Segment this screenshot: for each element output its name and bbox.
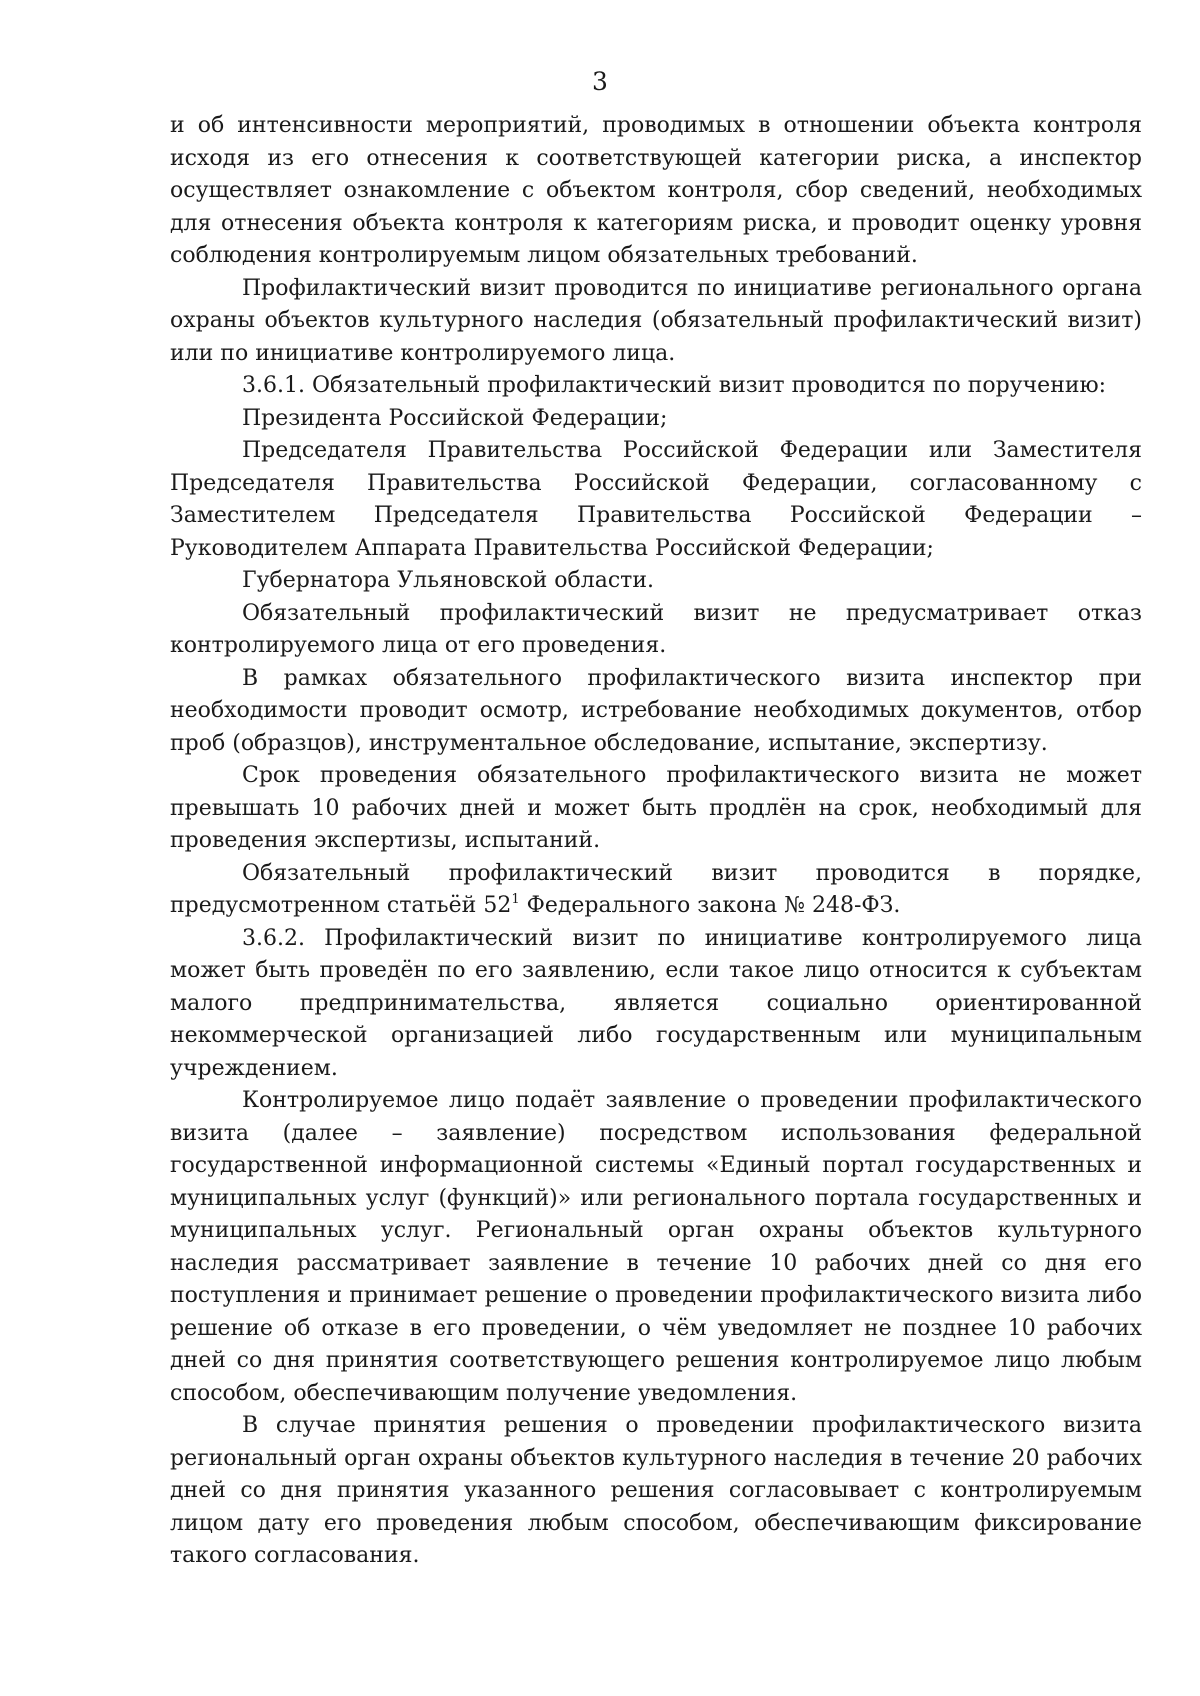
paragraph-3-6-2: 3.6.2. Профилактический визит по инициативе контролируемого лица может быть проведён по его заявлению, если такое лицо относится к субъектам малого предпринимательства, является социально ориентированной некоммерческой организацией либо государственным или муниципальным учреждением. — [170, 925, 1142, 1081]
paragraph-continuation: и об интенсивности мероприятий, проводимых в отношении объекта контроля исходя из его отнесения к соответствующей категории риска, а инспектор осуществляет ознакомление с объектом контроля, сбор сведений, необходимых для отнесения объекта контроля к категориям риска, и проводит оценку уровня соблюдения контролируемым лицом обязательных требований. — [170, 113, 1142, 268]
paragraph-chairman: Председателя Правительства Российской Федерации или Заместителя Председателя Правительства Российской Федерации, согласованному с Заместителем Председателя Правительства Российской Федерации – Руководителем Аппарата Правительства Российской Федерации; — [170, 438, 1142, 561]
procedure-text: Обязательный профилактический визит проводится в порядке, предусмотренном статьёй 52 — [170, 860, 1142, 918]
paragraph-president: Президента Российской Федерации; — [242, 405, 668, 431]
paragraph-procedure — [170, 858, 1142, 923]
document-body — [170, 110, 1142, 1573]
paragraph-agreement: В случае принятия решения о проведении профилактического визита региональный орган охраны объектов культурного наследия в течение 20 рабочих дней со дня принятия указанного решения согласовывает с контролируемым лицом дату его проведения любым способом, обеспечивающим фиксирование такого согласования. — [170, 1413, 1142, 1568]
paragraph-governor: Губернатора Ульяновской области. — [242, 568, 654, 593]
paragraph-visit-initiative: Профилактический визит проводится по инициативе регионального органа охраны объектов культурного наследия (обязательный профилактический визит) или по инициативе контролируемого лица. — [170, 275, 1142, 366]
procedure-text-after: Федерального закона № 248-ФЗ. — [519, 893, 901, 918]
paragraph-3-6-1: 3.6.1. Обязательный профилактический визит проводится по поручению: — [242, 373, 1107, 398]
paragraph-inspection-actions: В рамках обязательного профилактического визита инспектор при необходимости проводит осмотр, истребование необходимых документов, отбор проб (образцов), инструментальное обследование, испытание, экспертизу. — [170, 665, 1142, 756]
paragraph-no-refusal: Обязательный профилактический визит не предусматривает отказ контролируемого лица от его проведения. — [170, 600, 1142, 658]
article-superscript: 1 — [511, 891, 520, 907]
paragraph-application: Контролируемое лицо подаёт заявление о проведении профилактического визита (далее – заявление) посредством использования федеральной государственной информационной системы «Единый портал государственных и муниципальных услуг (функций)» или регионального портала государственных и муниципальных услуг. Региональный орган охраны объектов культурного наследия рассматривает заявление в течение 10 рабочих дней со дня его поступления и принимает решение о проведении профилактического визита либо решение об отказе в его проведении, о чём уведомляет не позднее 10 рабочих дней со дня принятия соответствующего решения контролируемое лицо любым способом, обеспечивающим получение уведомления. — [170, 1088, 1142, 1406]
page-number: 3 — [592, 67, 608, 96]
paragraph-visit-duration: Срок проведения обязательного профилактического визита не может превышать 10 рабочих дней и может быть продлён на срок, необходимый для проведения экспертизы, испытаний. — [170, 763, 1142, 853]
